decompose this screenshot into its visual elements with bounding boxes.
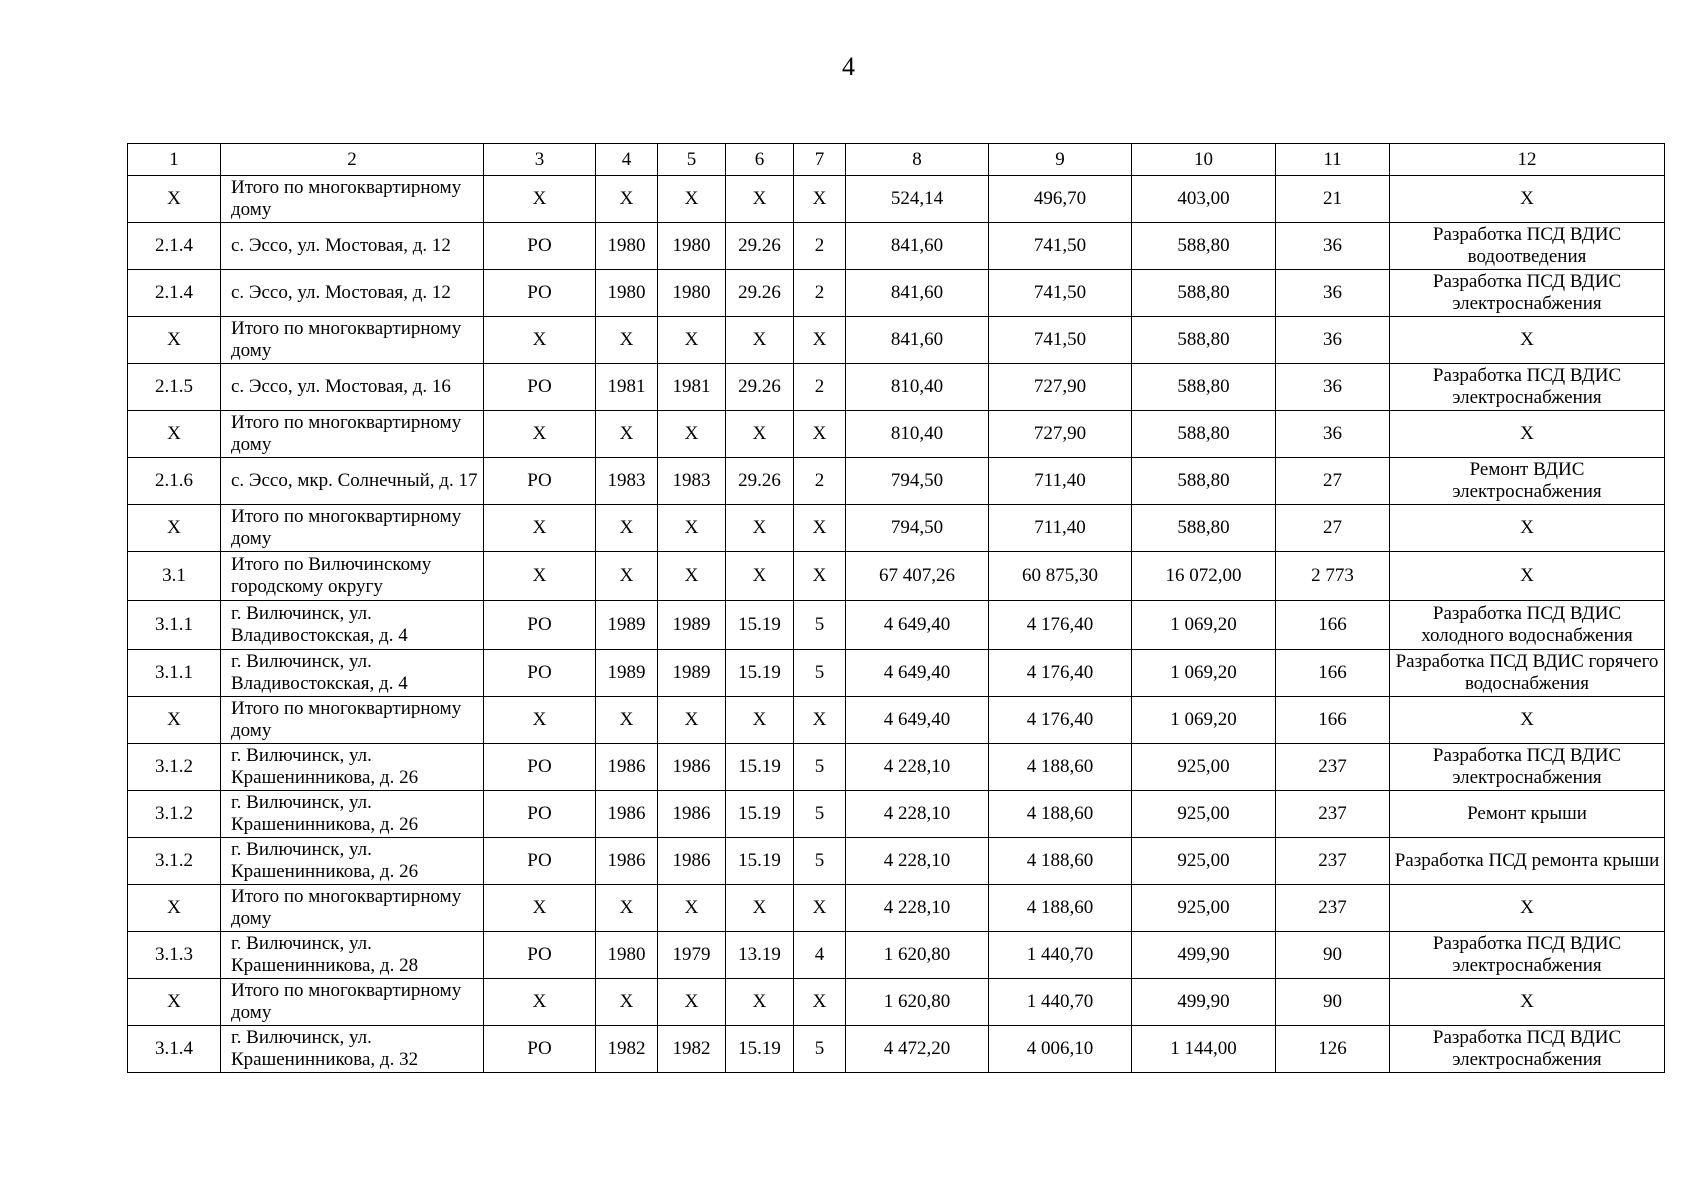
residents-cell: 2 773 (1276, 552, 1390, 601)
work-type-cell: Разработка ПСД ВДИС горячего водоснабжения (1390, 650, 1665, 697)
table-row (128, 650, 1665, 697)
commission-year-cell: 1986 (596, 838, 658, 885)
column-header: 12 (1390, 144, 1665, 176)
owner-cell: РО (484, 932, 596, 979)
build-year-cell: Х (658, 176, 726, 223)
owner-cell: РО (484, 223, 596, 270)
residents-cell: 237 (1276, 838, 1390, 885)
work-type-cell: Разработка ПСД ремонта крыши (1390, 838, 1665, 885)
build-year-cell: 1980 (658, 270, 726, 317)
code-cell: 15.19 (726, 650, 794, 697)
table-row (128, 791, 1665, 838)
owner-cell: Х (484, 697, 596, 744)
address-cell: г. Вилючинск, ул. Крашенинникова, д. 26 (221, 791, 484, 838)
build-year-cell: Х (658, 411, 726, 458)
code-cell: Х (726, 885, 794, 932)
table-row (128, 411, 1665, 458)
residents-cell: 27 (1276, 505, 1390, 552)
owner-cell: Х (484, 979, 596, 1026)
total-area-cell: 1 620,80 (846, 979, 989, 1026)
table-row (128, 1026, 1665, 1073)
row-number-cell: 3.1 (128, 552, 221, 601)
common-area-cell: 925,00 (1132, 885, 1276, 932)
address-cell: с. Эссо, ул. Мостовая, д. 12 (221, 270, 484, 317)
address-cell: с. Эссо, ул. Мостовая, д. 16 (221, 364, 484, 411)
address-cell: Итого по многоквартирному дому (221, 411, 484, 458)
living-area-cell: 727,90 (989, 411, 1132, 458)
floors-cell: 2 (794, 458, 846, 505)
row-number-cell: 3.1.1 (128, 650, 221, 697)
floors-cell: Х (794, 411, 846, 458)
residents-cell: 21 (1276, 176, 1390, 223)
row-number-cell: 3.1.2 (128, 791, 221, 838)
code-cell: 15.19 (726, 601, 794, 650)
owner-cell: РО (484, 601, 596, 650)
commission-year-cell: 1989 (596, 601, 658, 650)
code-cell: Х (726, 505, 794, 552)
build-year-cell: 1980 (658, 223, 726, 270)
row-number-cell: Х (128, 505, 221, 552)
residents-cell: 36 (1276, 270, 1390, 317)
commission-year-cell: Х (596, 317, 658, 364)
owner-cell: РО (484, 458, 596, 505)
living-area-cell: 4 176,40 (989, 697, 1132, 744)
column-header: 5 (658, 144, 726, 176)
floors-cell: 5 (794, 650, 846, 697)
column-header: 6 (726, 144, 794, 176)
residents-cell: 237 (1276, 744, 1390, 791)
living-area-cell: 4 188,60 (989, 838, 1132, 885)
registry-table (127, 143, 1665, 1073)
work-type-cell: Х (1390, 552, 1665, 601)
living-area-cell: 727,90 (989, 364, 1132, 411)
table-row (128, 176, 1665, 223)
address-cell: Итого по многоквартирному дому (221, 979, 484, 1026)
column-header: 8 (846, 144, 989, 176)
row-number-cell: Х (128, 317, 221, 364)
living-area-cell: 711,40 (989, 458, 1132, 505)
table-row (128, 697, 1665, 744)
table-row (128, 932, 1665, 979)
common-area-cell: 499,90 (1132, 979, 1276, 1026)
owner-cell: Х (484, 552, 596, 601)
build-year-cell: Х (658, 885, 726, 932)
code-cell: 29.26 (726, 270, 794, 317)
common-area-cell: 588,80 (1132, 364, 1276, 411)
living-area-cell: 496,70 (989, 176, 1132, 223)
code-cell: 29.26 (726, 364, 794, 411)
owner-cell: РО (484, 1026, 596, 1073)
code-cell: 29.26 (726, 223, 794, 270)
common-area-cell: 1 144,00 (1132, 1026, 1276, 1073)
total-area-cell: 4 649,40 (846, 697, 989, 744)
work-type-cell: Разработка ПСД ВДИС водоотведения (1390, 223, 1665, 270)
common-area-cell: 925,00 (1132, 791, 1276, 838)
common-area-cell: 588,80 (1132, 317, 1276, 364)
total-area-cell: 810,40 (846, 364, 989, 411)
owner-cell: Х (484, 885, 596, 932)
build-year-cell: 1982 (658, 1026, 726, 1073)
residents-cell: 166 (1276, 601, 1390, 650)
floors-cell: 5 (794, 1026, 846, 1073)
code-cell: 15.19 (726, 744, 794, 791)
common-area-cell: 588,80 (1132, 223, 1276, 270)
code-cell: 15.19 (726, 791, 794, 838)
code-cell: 13.19 (726, 932, 794, 979)
total-area-cell: 841,60 (846, 317, 989, 364)
owner-cell: РО (484, 364, 596, 411)
build-year-cell: 1986 (658, 744, 726, 791)
work-type-cell: Х (1390, 505, 1665, 552)
table-row (128, 364, 1665, 411)
commission-year-cell: Х (596, 979, 658, 1026)
build-year-cell: Х (658, 552, 726, 601)
column-number-row (128, 144, 1665, 176)
row-number-cell: 3.1.4 (128, 1026, 221, 1073)
page-number: 4 (842, 52, 855, 81)
common-area-cell: 16 072,00 (1132, 552, 1276, 601)
owner-cell: Х (484, 317, 596, 364)
floors-cell: 4 (794, 932, 846, 979)
table-row (128, 317, 1665, 364)
address-cell: г. Вилючинск, ул. Крашенинникова, д. 26 (221, 744, 484, 791)
total-area-cell: 4 649,40 (846, 601, 989, 650)
floors-cell: Х (794, 176, 846, 223)
row-number-cell: 2.1.5 (128, 364, 221, 411)
owner-cell: Х (484, 505, 596, 552)
total-area-cell: 794,50 (846, 505, 989, 552)
work-type-cell: Х (1390, 885, 1665, 932)
residents-cell: 27 (1276, 458, 1390, 505)
residents-cell: 36 (1276, 411, 1390, 458)
work-type-cell: Разработка ПСД ВДИС электроснабжения (1390, 744, 1665, 791)
owner-cell: РО (484, 838, 596, 885)
table-row (128, 552, 1665, 601)
floors-cell: 2 (794, 223, 846, 270)
living-area-cell: 4 188,60 (989, 885, 1132, 932)
total-area-cell: 841,60 (846, 270, 989, 317)
code-cell: Х (726, 552, 794, 601)
total-area-cell: 4 472,20 (846, 1026, 989, 1073)
living-area-cell: 60 875,30 (989, 552, 1132, 601)
floors-cell: Х (794, 552, 846, 601)
address-cell: г. Вилючинск, ул. Владивостокская, д. 4 (221, 601, 484, 650)
build-year-cell: Х (658, 979, 726, 1026)
row-number-cell: 3.1.1 (128, 601, 221, 650)
residents-cell: 36 (1276, 223, 1390, 270)
row-number-cell: Х (128, 697, 221, 744)
column-header: 2 (221, 144, 484, 176)
build-year-cell: Х (658, 697, 726, 744)
floors-cell: 5 (794, 791, 846, 838)
living-area-cell: 711,40 (989, 505, 1132, 552)
table-row (128, 838, 1665, 885)
table-row (128, 744, 1665, 791)
floors-cell: Х (794, 317, 846, 364)
residents-cell: 166 (1276, 697, 1390, 744)
commission-year-cell: Х (596, 176, 658, 223)
floors-cell: Х (794, 505, 846, 552)
common-area-cell: 1 069,20 (1132, 697, 1276, 744)
work-type-cell: Разработка ПСД ВДИС электроснабжения (1390, 1026, 1665, 1073)
build-year-cell: 1989 (658, 601, 726, 650)
row-number-cell: 3.1.2 (128, 744, 221, 791)
address-cell: Итого по многоквартирному дому (221, 885, 484, 932)
commission-year-cell: Х (596, 697, 658, 744)
residents-cell: 126 (1276, 1026, 1390, 1073)
code-cell: 15.19 (726, 838, 794, 885)
row-number-cell: 2.1.4 (128, 270, 221, 317)
address-cell: Итого по многоквартирному дому (221, 505, 484, 552)
work-type-cell: Ремонт ВДИС электроснабжения (1390, 458, 1665, 505)
address-cell: Итого по многоквартирному дому (221, 697, 484, 744)
residents-cell: 36 (1276, 364, 1390, 411)
address-cell: Итого по Вилючинскому городскому округу (221, 552, 484, 601)
column-header: 10 (1132, 144, 1276, 176)
common-area-cell: 925,00 (1132, 838, 1276, 885)
floors-cell: 2 (794, 270, 846, 317)
residents-cell: 90 (1276, 932, 1390, 979)
table-row (128, 223, 1665, 270)
living-area-cell: 1 440,70 (989, 932, 1132, 979)
build-year-cell: 1986 (658, 838, 726, 885)
address-cell: г. Вилючинск, ул. Крашенинникова, д. 26 (221, 838, 484, 885)
address-cell: г. Вилючинск, ул. Крашенинникова, д. 32 (221, 1026, 484, 1073)
column-header: 3 (484, 144, 596, 176)
floors-cell: 5 (794, 744, 846, 791)
floors-cell: Х (794, 697, 846, 744)
owner-cell: РО (484, 270, 596, 317)
living-area-cell: 741,50 (989, 270, 1132, 317)
row-number-cell: Х (128, 979, 221, 1026)
living-area-cell: 4 188,60 (989, 791, 1132, 838)
commission-year-cell: 1980 (596, 270, 658, 317)
total-area-cell: 1 620,80 (846, 932, 989, 979)
row-number-cell: Х (128, 885, 221, 932)
total-area-cell: 4 228,10 (846, 791, 989, 838)
living-area-cell: 4 176,40 (989, 601, 1132, 650)
address-cell: с. Эссо, ул. Мостовая, д. 12 (221, 223, 484, 270)
commission-year-cell: Х (596, 885, 658, 932)
living-area-cell: 4 006,10 (989, 1026, 1132, 1073)
table-row (128, 979, 1665, 1026)
build-year-cell: 1986 (658, 791, 726, 838)
total-area-cell: 4 228,10 (846, 885, 989, 932)
commission-year-cell: 1989 (596, 650, 658, 697)
code-cell: Х (726, 697, 794, 744)
table-row (128, 270, 1665, 317)
total-area-cell: 810,40 (846, 411, 989, 458)
build-year-cell: 1983 (658, 458, 726, 505)
build-year-cell: 1979 (658, 932, 726, 979)
code-cell: Х (726, 979, 794, 1026)
column-header: 7 (794, 144, 846, 176)
table-row (128, 458, 1665, 505)
total-area-cell: 841,60 (846, 223, 989, 270)
commission-year-cell: 1983 (596, 458, 658, 505)
owner-cell: РО (484, 650, 596, 697)
build-year-cell: Х (658, 505, 726, 552)
address-cell: Итого по многоквартирному дому (221, 176, 484, 223)
commission-year-cell: 1982 (596, 1026, 658, 1073)
common-area-cell: 588,80 (1132, 270, 1276, 317)
work-type-cell: Разработка ПСД ВДИС электроснабжения (1390, 364, 1665, 411)
common-area-cell: 925,00 (1132, 744, 1276, 791)
column-header: 9 (989, 144, 1132, 176)
common-area-cell: 1 069,20 (1132, 650, 1276, 697)
address-cell: г. Вилючинск, ул. Владивостокская, д. 4 (221, 650, 484, 697)
row-number-cell: Х (128, 411, 221, 458)
commission-year-cell: 1980 (596, 223, 658, 270)
work-type-cell: Х (1390, 317, 1665, 364)
code-cell: Х (726, 176, 794, 223)
floors-cell: 2 (794, 364, 846, 411)
code-cell: Х (726, 411, 794, 458)
work-type-cell: Ремонт крыши (1390, 791, 1665, 838)
owner-cell: РО (484, 791, 596, 838)
code-cell: 15.19 (726, 1026, 794, 1073)
work-type-cell: Х (1390, 176, 1665, 223)
code-cell: Х (726, 317, 794, 364)
commission-year-cell: 1986 (596, 791, 658, 838)
living-area-cell: 4 188,60 (989, 744, 1132, 791)
commission-year-cell: Х (596, 505, 658, 552)
owner-cell: РО (484, 744, 596, 791)
residents-cell: 90 (1276, 979, 1390, 1026)
table-body (128, 144, 1665, 1073)
residents-cell: 166 (1276, 650, 1390, 697)
row-number-cell: 2.1.4 (128, 223, 221, 270)
residents-cell: 237 (1276, 885, 1390, 932)
build-year-cell: 1981 (658, 364, 726, 411)
common-area-cell: 588,80 (1132, 505, 1276, 552)
column-header: 4 (596, 144, 658, 176)
row-number-cell: 3.1.2 (128, 838, 221, 885)
common-area-cell: 499,90 (1132, 932, 1276, 979)
build-year-cell: 1989 (658, 650, 726, 697)
work-type-cell: Х (1390, 697, 1665, 744)
column-header: 1 (128, 144, 221, 176)
work-type-cell: Разработка ПСД ВДИС холодного водоснабжения (1390, 601, 1665, 650)
commission-year-cell: Х (596, 411, 658, 458)
residents-cell: 36 (1276, 317, 1390, 364)
total-area-cell: 4 649,40 (846, 650, 989, 697)
table-row (128, 505, 1665, 552)
floors-cell: Х (794, 979, 846, 1026)
work-type-cell: Разработка ПСД ВДИС электроснабжения (1390, 932, 1665, 979)
total-area-cell: 524,14 (846, 176, 989, 223)
floors-cell: 5 (794, 601, 846, 650)
living-area-cell: 741,50 (989, 317, 1132, 364)
address-cell: с. Эссо, мкр. Солнечный, д. 17 (221, 458, 484, 505)
common-area-cell: 588,80 (1132, 458, 1276, 505)
row-number-cell: 3.1.3 (128, 932, 221, 979)
column-header: 11 (1276, 144, 1390, 176)
floors-cell: 5 (794, 838, 846, 885)
living-area-cell: 1 440,70 (989, 979, 1132, 1026)
common-area-cell: 588,80 (1132, 411, 1276, 458)
living-area-cell: 741,50 (989, 223, 1132, 270)
table-row (128, 601, 1665, 650)
address-cell: Итого по многоквартирному дому (221, 317, 484, 364)
total-area-cell: 794,50 (846, 458, 989, 505)
table-row (128, 885, 1665, 932)
code-cell: 29.26 (726, 458, 794, 505)
work-type-cell: Х (1390, 979, 1665, 1026)
living-area-cell: 4 176,40 (989, 650, 1132, 697)
address-cell: г. Вилючинск, ул. Крашенинникова, д. 28 (221, 932, 484, 979)
floors-cell: Х (794, 885, 846, 932)
total-area-cell: 4 228,10 (846, 744, 989, 791)
owner-cell: Х (484, 411, 596, 458)
row-number-cell: Х (128, 176, 221, 223)
build-year-cell: Х (658, 317, 726, 364)
work-type-cell: Х (1390, 411, 1665, 458)
residents-cell: 237 (1276, 791, 1390, 838)
total-area-cell: 67 407,26 (846, 552, 989, 601)
commission-year-cell: 1986 (596, 744, 658, 791)
common-area-cell: 1 069,20 (1132, 601, 1276, 650)
common-area-cell: 403,00 (1132, 176, 1276, 223)
work-type-cell: Разработка ПСД ВДИС электроснабжения (1390, 270, 1665, 317)
commission-year-cell: 1980 (596, 932, 658, 979)
commission-year-cell: 1981 (596, 364, 658, 411)
row-number-cell: 2.1.6 (128, 458, 221, 505)
commission-year-cell: Х (596, 552, 658, 601)
total-area-cell: 4 228,10 (846, 838, 989, 885)
owner-cell: Х (484, 176, 596, 223)
